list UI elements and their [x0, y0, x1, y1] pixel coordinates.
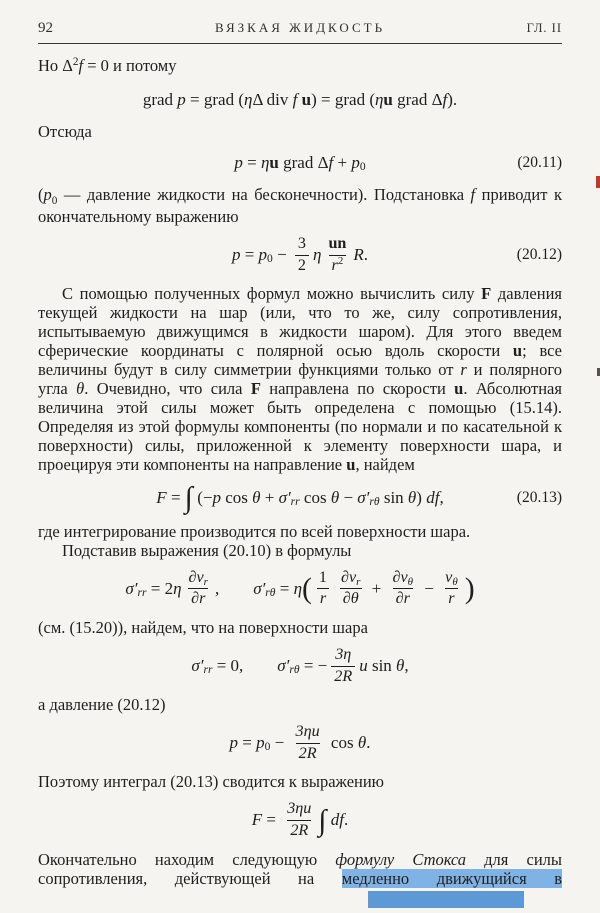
equation-body: p = p 0 − $\frac{3\eta u}{2R}$ cos θ .	[229, 723, 371, 762]
equation-stress-components	[38, 569, 562, 609]
scan-artifact-red	[596, 176, 600, 188]
equation-body: σ′ rr = 0, σ′ rθ = − $\frac{3\eta}{2R}$ u sin θ ,	[191, 646, 409, 685]
equation-grad-identity	[38, 87, 562, 113]
paragraph-otsyuda: Отсюда	[38, 122, 92, 141]
chapter-label: ГЛ. II	[526, 21, 562, 35]
paragraph-p0-note: ($p_0$ — давление жидкости на бесконечности). Подстановка f приводит к окончательному выражению	[38, 185, 562, 226]
equation-20-13	[38, 483, 562, 513]
equation-body: F = $\frac{3\eta u}{2R}$ ∫ df .	[251, 800, 349, 839]
equation-20-12	[38, 235, 562, 275]
paragraph-substitute: Подставив выражения (20.10) в формулы	[62, 540, 352, 560]
paragraph-integration-note: где интегрирование производится по всей поверхности шара.	[38, 521, 471, 541]
paragraph-stokes-conclusion: Окончательно находим следующую формулу Стокса для силы сопротивления, действующей на медленно движущийся в	[38, 849, 562, 888]
equation-body: p = p 0 − $\frac{3}{2}$ η $\frac{un}{r^2}$ R .	[231, 235, 369, 274]
paragraph-force-derivation: С помощью полученных формул можно вычислить силу F давления текущей жидкости на шар (или, что то же, силу сопротивления, испытываемую движущимся в жидкости шаром). Для этого введем сферические координаты с полярной осью вдоль скорости u; все величины будут в силу симметрии функциями только от r и полярного угла θ. Очевидно, что сила F направлена по скорости u. Абсолютная величина этой силы может быть определена с помощью (15.14). Определяя из этой формулы компоненты (по нормали и по касательной к поверхности) силы, приложенной к элементу поверхности шара, и проецируя эти компоненты на направление u, найдем	[38, 284, 562, 475]
equation-stress-on-surface	[38, 646, 562, 686]
text-selection-fragment	[368, 891, 524, 908]
paragraph-integral-note: Поэтому интеграл (20.13) сводится к выражению	[38, 772, 385, 792]
page-header	[38, 20, 562, 37]
equation-20-11	[38, 150, 562, 176]
page-number: 92	[38, 20, 53, 36]
paragraph-pressure-note: а давление (20.12)	[38, 695, 166, 715]
equation-body: F = ∫ (− p cos θ + σ′ rr cos θ − σ′ rθ sin θ ) df ,	[156, 481, 444, 515]
equation-body: p = η u grad Δ f + p 0	[234, 153, 366, 174]
equation-force-integral	[38, 800, 562, 840]
paragraph-but-delta: Но $\Delta^2f = 0$ и потому	[38, 56, 177, 75]
equation-number-20-12: (20.12)	[516, 246, 562, 264]
equation-pressure-on-surface	[38, 723, 562, 763]
paragraph-surface-note: (см. (15.20)), найдем, что на поверхности шара	[38, 618, 368, 638]
equation-body: grad p = grad ( η Δ div f u ) = grad ( η u grad Δ f ).	[142, 90, 458, 109]
equation-number-20-13: (20.13)	[516, 489, 562, 507]
equation-body: σ′ rr = 2 η $\frac{\partial v_r}{\partial r}$ , σ′ rθ = η ( $\frac{1}{r}$ $\frac{\partial v_r}{\partial\theta}$ + $\frac{\partial v_\theta}{\partial r}$ − $\frac{v_\theta}{r}$ )	[125, 568, 475, 608]
running-title: ВЯЗКАЯ ЖИДКОСТЬ	[214, 20, 386, 35]
header-rule	[38, 43, 562, 44]
equation-number-20-11: (20.11)	[517, 154, 562, 171]
